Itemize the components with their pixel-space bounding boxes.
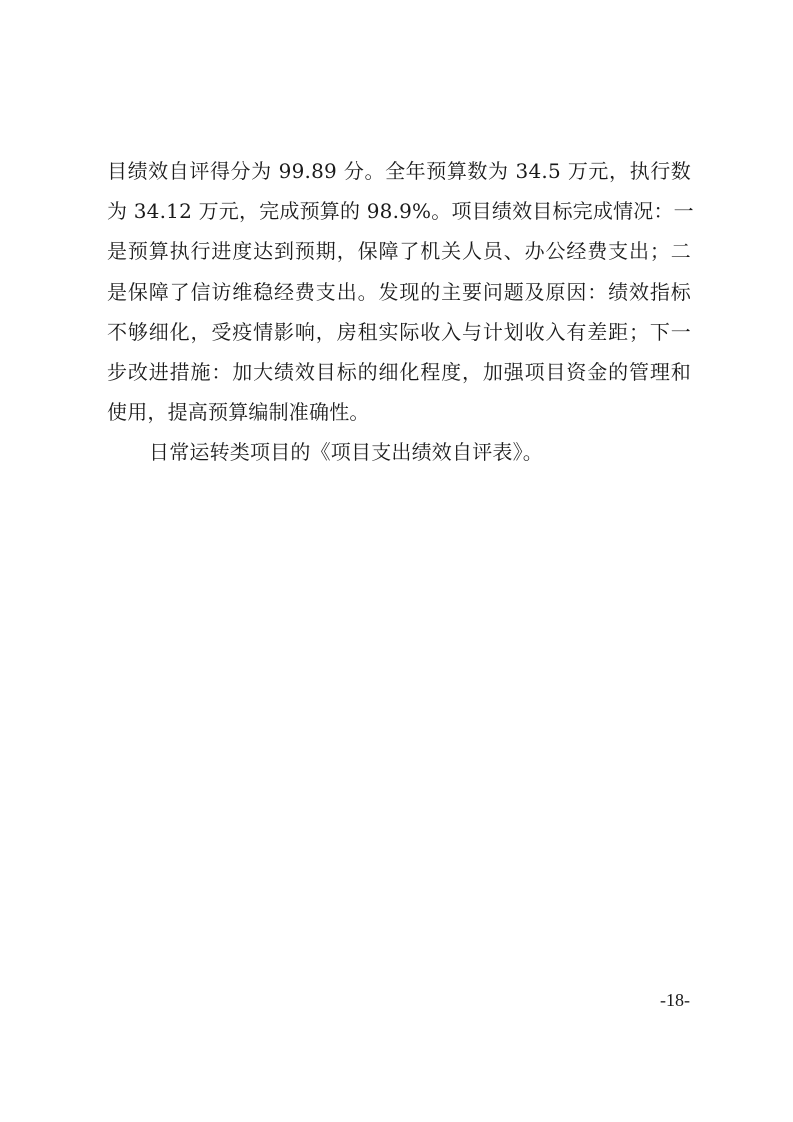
paragraph-self-evaluation-table-reference xyxy=(107,432,691,472)
text-line: 是预算执行进度达到预期，保障了机关人员、办公经费支出；二 xyxy=(107,239,691,264)
text-line: 日常运转类项目的《项目支出绩效自评表》。 xyxy=(149,440,543,465)
text-line: 使用，提高预算编制准确性。 xyxy=(107,400,370,425)
text-line: 目绩效自评得分为 99.89 分。全年预算数为 34.5 万元，执行数 xyxy=(107,159,691,183)
paragraph-performance-summary xyxy=(107,151,694,432)
text-line: 是保障了信访维稳经费支出。发现的主要问题及原因：绩效指标 xyxy=(107,279,691,304)
body-text xyxy=(107,151,694,473)
text-line: 不够细化，受疫情影响，房租实际收入与计划收入有差距；下一 xyxy=(107,319,691,344)
page-number: -18- xyxy=(660,990,690,1010)
text-line: 步改进措施：加大绩效目标的细化程度，加强项目资金的管理和 xyxy=(107,359,691,384)
text-line: 为 34.12 万元，完成预算的 98.9%。项目绩效目标完成情况：一 xyxy=(107,199,694,224)
